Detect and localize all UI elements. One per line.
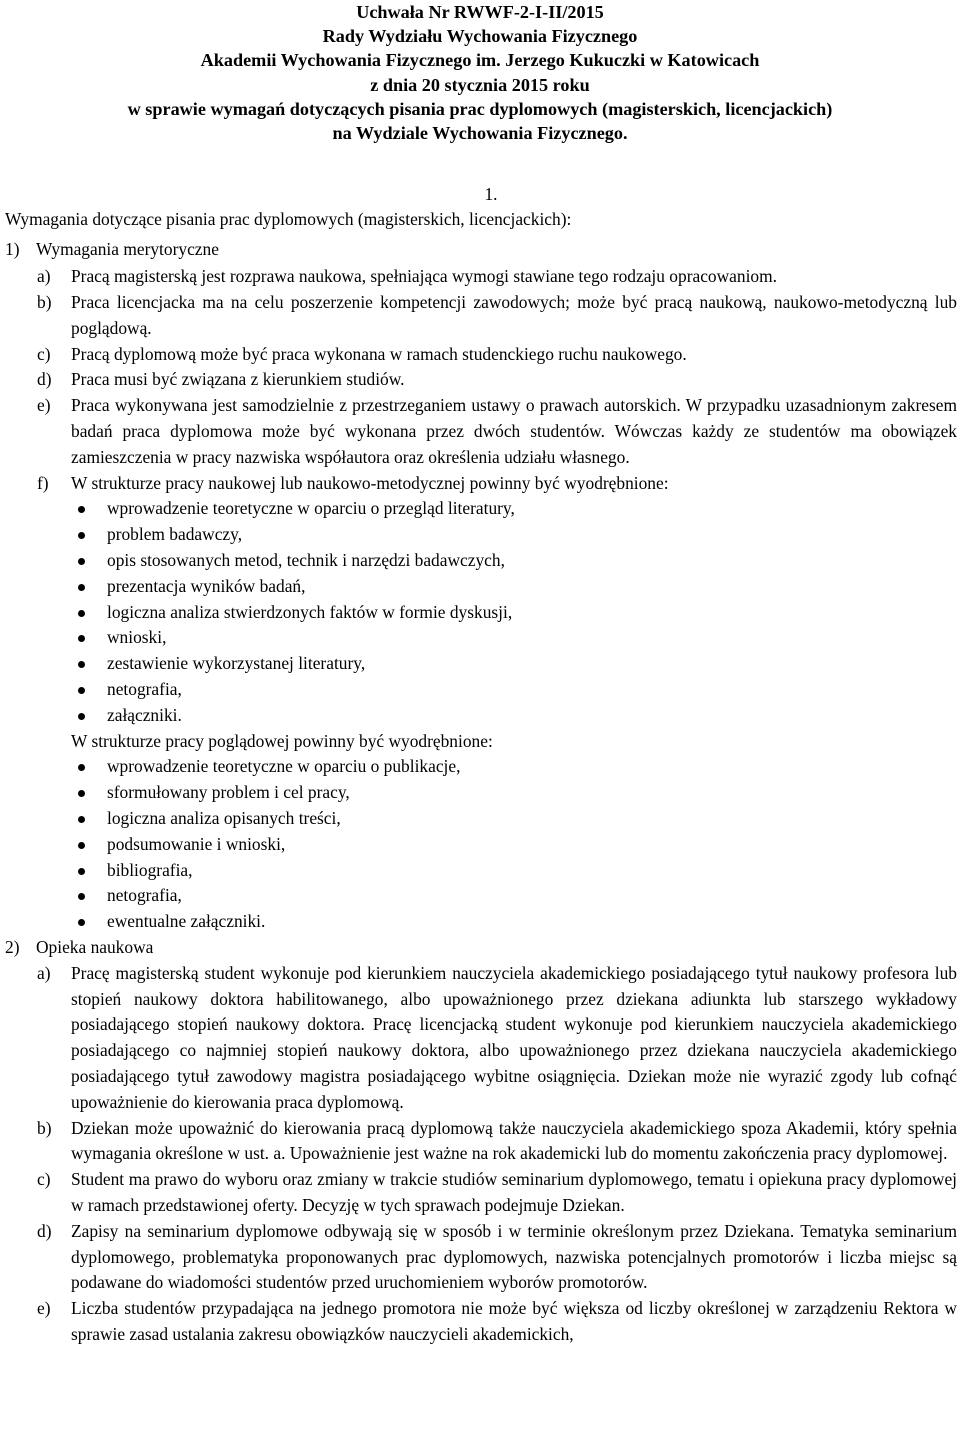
bullet-item <box>5 754 957 780</box>
bullet-text: ewentualne załączniki. <box>107 911 266 932</box>
bullet-item <box>5 858 957 884</box>
bullet-icon <box>78 790 85 797</box>
bullet-icon <box>78 816 85 823</box>
part-number: 1) <box>5 239 20 260</box>
bullet-text: bibliografia, <box>107 859 193 880</box>
bullet-text: logiczna analiza opisanych treści, <box>107 807 341 828</box>
item-label: c) <box>37 1169 51 1190</box>
bullet-icon <box>78 584 85 591</box>
bullet-item <box>5 780 957 806</box>
list-item <box>5 1167 957 1219</box>
item-label: d) <box>37 1220 52 1241</box>
section-intro: Wymagania dotyczące pisania prac dyplomowych (magisterskich, licencjackich): <box>5 209 572 230</box>
section-mark: 1. <box>484 184 498 205</box>
resolution-header <box>0 0 960 145</box>
header-line: Rady Wydziału Wychowania Fizycznego <box>322 26 638 47</box>
bullet-item <box>5 909 957 935</box>
item-label: a) <box>37 962 51 983</box>
item-text: Pracą dyplomową może być praca wykonana w ramach studenckiego ruchu naukowego. <box>71 343 687 364</box>
part-1-heading <box>5 237 957 264</box>
list-item <box>5 1116 957 1168</box>
bullet-text: opis stosowanych metod, technik i narzędzi badawczych, <box>107 549 505 570</box>
bullet-item <box>5 548 957 574</box>
list-item <box>5 1219 957 1296</box>
part-2-heading <box>5 935 957 961</box>
item-text: Pracę magisterską student wykonuje pod kierunkiem nauczyciela akademickiego posiadającego tytuł naukowy profesora lub stopień naukowy doktora habilitowanego, albo upoważnionego przez dziekana adiunkta lub starszego wykładowy posiadającego stopień naukowy doktora. Pracę licencjacką student wykonuje pod kierunkiem nauczyciela akademickiego posiadającego co najmniej stopień naukowy doktora, albo upoważnionego przez dziekana nauczyciela akademickiego posiadającego tytuł zawodowy magistra posiadającego wybitne osiągnięcia. Dziekan może nie wyrazić zgody lub cofnąć upoważnienie do kierowania praca dyplomową. <box>71 962 957 1112</box>
bullet-item <box>5 496 957 522</box>
bullet-icon <box>78 635 85 642</box>
list-item <box>5 264 957 290</box>
item-text: Praca licencjacka ma na celu poszerzenie kompetencji zawodowych; może być pracą naukową, naukowo-metodyczną lub poglądową. <box>71 292 957 338</box>
bullet-list-review <box>5 754 957 935</box>
bullet-icon <box>78 687 85 694</box>
bullet-item <box>5 703 957 729</box>
header-line: Uchwała Nr RWWF-2-I-II/2015 <box>356 2 604 22</box>
bullet-text: podsumowanie i wnioski, <box>107 833 286 854</box>
bullet-icon <box>78 532 85 539</box>
item-text: Zapisy na seminarium dyplomowe odbywają się w sposób i w terminie określonym przez Dziekana. Tematyka seminarium dyplomowego, problematyka proponowanych prac dyplomowych, nazwiska potencjalnych promotorów i liczba miejsc są podawane do wiadomości studentów przed uruchomieniem wyborów promotorów. <box>71 1220 957 1293</box>
bullet-item <box>5 625 957 651</box>
list-item <box>5 961 957 1116</box>
bullet-item <box>5 883 957 909</box>
bullet-icon <box>78 610 85 617</box>
item-label: b) <box>37 292 52 313</box>
bullet-text: netografia, <box>107 678 182 699</box>
item-label: c) <box>37 343 51 364</box>
item-text: W strukturze pracy naukowej lub naukowo-metodycznej powinny być wyodrębnione: <box>71 472 669 493</box>
item-text: Praca musi być związana z kierunkiem studiów. <box>71 369 405 390</box>
bullet-text: wprowadzenie teoretyczne w oparciu o publikacje, <box>107 756 461 777</box>
bullet-text: wprowadzenie teoretyczne w oparciu o przegląd literatury, <box>107 498 515 519</box>
list-item <box>5 393 957 470</box>
list-item <box>5 471 957 497</box>
item-label: b) <box>37 1117 52 1138</box>
bullet-item <box>5 522 957 548</box>
bullet-icon <box>78 661 85 668</box>
item-text: Liczba studentów przypadająca na jednego promotora nie może być większa od liczby określonej w zarządzeniu Rektora w sprawie zasad ustalania zakresu obowiązków nauczycieli akademickich, <box>71 1298 957 1344</box>
list-item <box>5 1296 957 1348</box>
review-structure-intro: W strukturze pracy poglądowej powinny być wyodrębnione: <box>71 730 493 751</box>
item-label: e) <box>37 395 51 416</box>
bullet-icon <box>78 713 85 720</box>
bullet-text: zestawienie wykorzystanej literatury, <box>107 653 366 674</box>
header-line: z dnia 20 stycznia 2015 roku <box>370 74 590 95</box>
bullet-icon <box>78 506 85 513</box>
bullet-icon <box>78 558 85 565</box>
header-line: Akademii Wychowania Fizycznego im. Jerzego Kukuczki w Katowicach <box>200 50 760 71</box>
item-label: f) <box>37 472 49 493</box>
bullet-text: sformułowany problem i cel pracy, <box>107 782 350 803</box>
item-text: Praca wykonywana jest samodzielnie z przestrzeganiem ustawy o prawach autorskich. W przypadku uzasadnionym zakresem badań praca dyplomowa może być wykonana przez dwóch studentów. Wówczas każdy ze studentów ma obowiązek zamieszczenia w pracy nazwiska współautora oraz określenia udziału własnego. <box>71 395 957 467</box>
bullet-list-scientific <box>5 496 957 728</box>
part-title: Wymagania merytoryczne <box>36 239 219 260</box>
list-item <box>5 367 957 393</box>
header-line: na Wydziale Wychowania Fizycznego. <box>332 123 628 144</box>
bullet-text: netografia, <box>107 885 182 906</box>
bullet-item <box>5 832 957 858</box>
item-label: a) <box>37 266 51 287</box>
item-text: Pracą magisterską jest rozprawa naukowa, spełniająca wymogi stawiane tego rodzaju opracowaniom. <box>71 266 777 287</box>
bullet-text: wnioski, <box>107 627 167 648</box>
bullet-icon <box>78 842 85 849</box>
bullet-item <box>5 574 957 600</box>
bullet-icon <box>78 893 85 900</box>
item-label: d) <box>37 369 52 390</box>
bullet-icon <box>78 868 85 875</box>
bullet-text: logiczna analiza stwierdzonych faktów w formie dyskusji, <box>107 601 513 622</box>
bullet-item <box>5 651 957 677</box>
list-item <box>5 342 957 368</box>
list-item <box>5 290 957 342</box>
bullet-item <box>5 806 957 832</box>
bullet-icon <box>78 764 85 771</box>
part-number: 2) <box>5 936 20 957</box>
item-label: e) <box>37 1298 51 1319</box>
part-title: Opieka naukowa <box>36 936 154 957</box>
item-text: Dziekan może upoważnić do kierowania pracą dyplomową także nauczyciela akademickiego spoza Akademii, który spełnia wymagania określone w ust. a. Upoważnienie jest ważne na rok akademicki lub do momentu zakończenia pracy dyplomowej. <box>71 1117 957 1164</box>
bullet-text: załączniki. <box>107 704 182 725</box>
item-text: Student ma prawo do wyboru oraz zmiany w trakcie studiów seminarium dyplomowego, tematu i opiekuna pracy dyplomowej w ramach przedstawionej oferty. Decyzję w tych sprawach podejmuje Dziekan. <box>71 1169 957 1215</box>
bullet-item <box>5 677 957 703</box>
bullet-item <box>5 600 957 626</box>
bullet-text: problem badawczy, <box>107 524 243 545</box>
document-page <box>5 0 957 1348</box>
bullet-icon <box>78 919 85 926</box>
header-line: w sprawie wymagań dotyczących pisania prac dyplomowych (magisterskich, licencjackich) <box>127 98 833 119</box>
bullet-text: prezentacja wyników badań, <box>107 575 306 596</box>
